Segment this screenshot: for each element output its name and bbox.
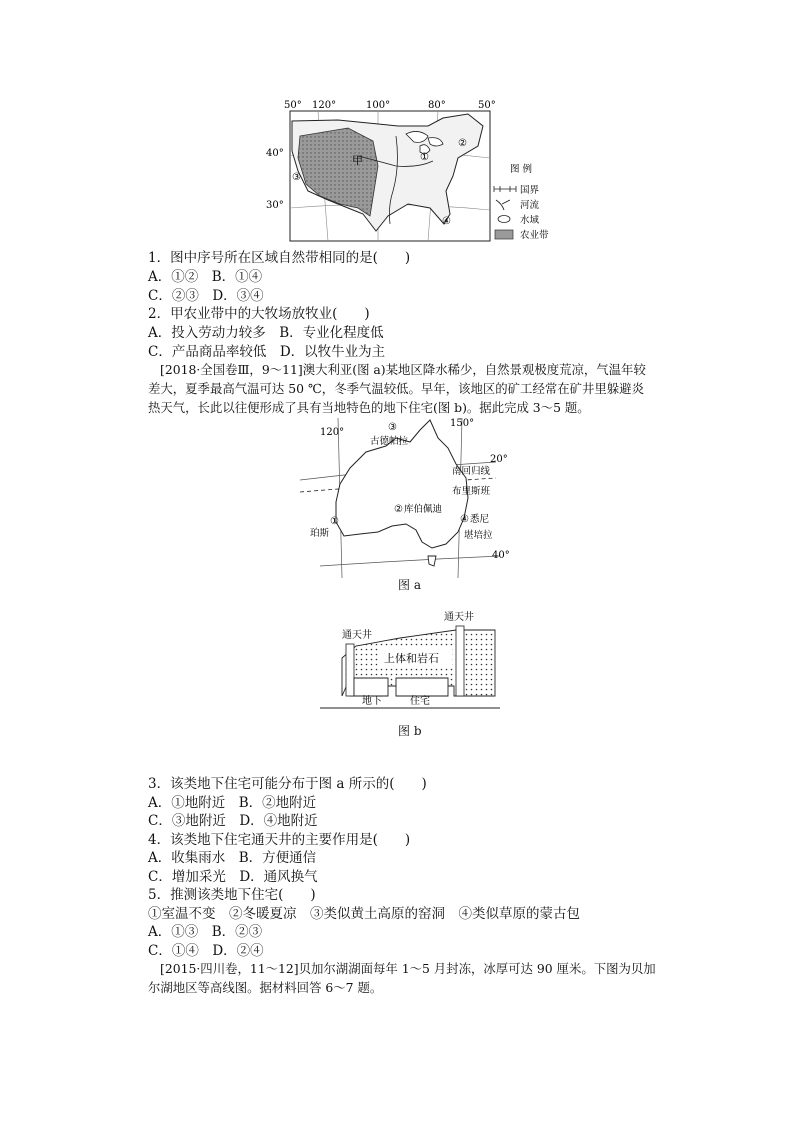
intro1-line2: 差大，夏季最高气温可达 50 ℃，冬季气温较低。早年，该地区的矿工经常在矿井里躲避炎 (148, 381, 644, 396)
us-agriculture-map (266, 96, 568, 248)
marker-4: ④ (442, 216, 451, 227)
q1-options-cd: C．②③ D．③④ (148, 288, 264, 304)
legend-title: 图 例 (510, 164, 533, 175)
legend-river-label: 河流 (520, 200, 540, 211)
au-marker-2: ② (394, 504, 403, 515)
lon-label-50e: 50° (478, 100, 496, 111)
q3-stem: 3．该类地下住宅可能分布于图 a 所示的( ) (148, 776, 427, 792)
q5-options-cd: C．①④ D．②④ (148, 943, 264, 959)
au-lon-150: 150° (450, 418, 475, 429)
q1-options-ab: A．①② B．①④ (148, 269, 263, 285)
lon-label-120: 120° (312, 100, 337, 111)
place-coober-pedy: 库伯佩迪 (404, 504, 443, 515)
intro2-line2: 尔湖地区等高线图。据材料回答 6～7 题。 (148, 980, 383, 995)
shaft-label-right: 通天井 (444, 612, 474, 623)
left-air-shaft (346, 644, 354, 696)
q2-options-cd: C．产品商品率较低 D．以牧牛业为主 (148, 344, 386, 360)
rock-label: 上体和岩石 (384, 652, 439, 665)
underground-dwelling-diagram (320, 608, 500, 710)
marker-2: ② (458, 138, 467, 149)
fig-b-caption: 图 b (398, 724, 422, 738)
q4-options-ab: A．收集雨水 B．方便通信 (148, 850, 317, 866)
room-label-2: 住宅 (410, 696, 430, 707)
region-jia-label: 甲 (352, 154, 363, 167)
place-goodparla: 古德帕拉 (370, 436, 409, 447)
q3-options-ab: A．①地附近 B．②地附近 (148, 795, 317, 811)
lon-label-80: 80° (428, 100, 446, 111)
q4-stem: 4．该类地下住宅通天井的主要作用是( ) (148, 832, 411, 848)
water-legend-icon (498, 216, 510, 223)
q2-stem: 2．甲农业带中的大牧场放牧业( ) (148, 306, 370, 322)
agriculture-legend-icon (495, 230, 513, 239)
legend-agri-label: 农业带 (520, 230, 549, 241)
au-lon-120: 120° (320, 427, 345, 438)
room-right (396, 678, 448, 696)
q1-stem: 1．图中序号所在区域自然带相同的是( ) (148, 250, 411, 266)
q5-stem: 5．推测该类地下住宅( ) (148, 887, 316, 903)
marker-3: ③ (292, 172, 301, 183)
lat-label-30: 30° (266, 200, 284, 211)
room-label-1: 地下 (362, 696, 382, 707)
au-lat-20: 20° (490, 454, 508, 465)
au-lat-40: 40° (492, 550, 510, 561)
marker-1: ① (420, 152, 429, 163)
au-marker-3: ③ (388, 422, 397, 433)
fig-a-caption: 图 a (398, 578, 421, 592)
intro1-line3: 热天气，长此以往便形成了具有当地特色的地下住宅(图 b)。据此完成 3～5 题。 (148, 400, 590, 415)
border-legend-icon (494, 186, 516, 192)
right-air-shaft (456, 626, 464, 696)
place-sydney: 悉尼 (470, 514, 490, 525)
lon-label-50w: 50° (284, 100, 302, 111)
australia-map (300, 418, 510, 578)
q5-options-ab: A．①③ B．②③ (148, 924, 263, 940)
intro2-line1: [2015·四川卷，11～12]贝加尔湖湖面每年 1～5 月封冻，冰厚可达 90 厘米。下图为贝加 (160, 961, 656, 976)
place-perth: 珀斯 (310, 528, 330, 539)
shaft-label-left: 通天井 (342, 630, 372, 641)
au-marker-1: ① (330, 516, 339, 527)
q5-statements: ①室温不变 ②冬暖夏凉 ③类似黄土高原的窑洞 ④类似草原的蒙古包 (148, 906, 580, 922)
q2-options-ab: A．投入劳动力较多 B．专业化程度低 (148, 325, 384, 341)
q3-options-cd: C．③地附近 D．④地附近 (148, 813, 318, 829)
river-legend-icon (496, 200, 510, 210)
legend-water-label: 水域 (520, 215, 540, 226)
place-canberra: 堪培拉 (464, 530, 493, 541)
place-brisbane: 布里斯班 (452, 486, 491, 497)
legend-border-label: 国界 (520, 185, 540, 196)
au-marker-4: ④ (460, 514, 469, 525)
lon-label-100: 100° (366, 100, 391, 111)
lat-label-40: 40° (266, 148, 284, 159)
place-tropic-label: 南回归线 (452, 466, 491, 477)
q4-options-cd: C．增加采光 D．通风换气 (148, 869, 318, 885)
room-left (354, 678, 388, 696)
intro1-line1: [2018·全国卷Ⅲ，9～11]澳大利亚(图 a)某地区降水稀少，自然景观极度荒凉，气温年较 (160, 362, 646, 377)
tasmania (428, 556, 436, 566)
